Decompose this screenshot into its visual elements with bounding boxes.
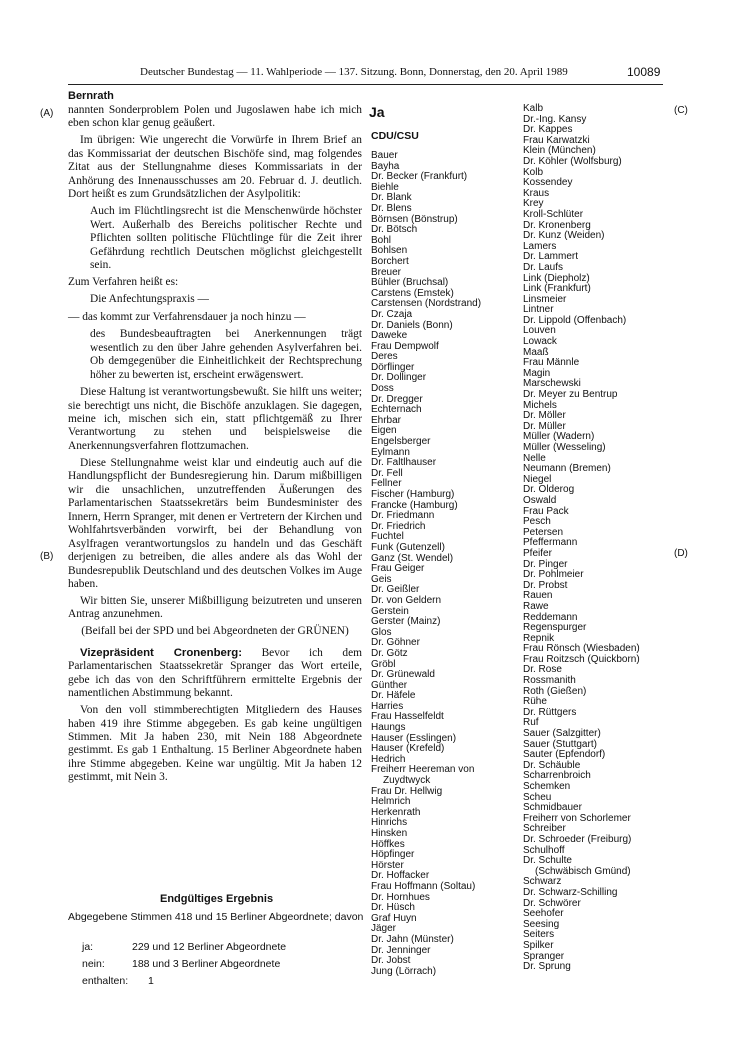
name-list-item: Höffkes	[371, 838, 405, 850]
name-list-item: Dr. Geißler	[371, 584, 420, 596]
name-list-item: Krey	[523, 198, 544, 210]
name-list-item: Dr. Schwörer	[523, 897, 581, 909]
name-list-item: Dr. Kunz (Weiden)	[523, 230, 605, 242]
name-list-item: Dr. Meyer zu Bentrup	[523, 389, 618, 401]
name-list-item: Dr. Hoffacker	[371, 870, 430, 882]
name-list-item: Dr. von Geldern	[371, 594, 442, 606]
name-list-item: Kolb	[523, 166, 544, 178]
name-list-item: Höpfinger	[371, 849, 415, 861]
name-list-item: Rühe	[523, 696, 547, 708]
name-list-item: Hinsken	[371, 828, 408, 839]
name-list-item: Sauer (Stuttgart)	[523, 738, 597, 750]
name-list-item: Zuydtwyck	[383, 775, 431, 787]
name-list-item: Hauser (Krefeld)	[371, 743, 445, 755]
name-list-item: Doss	[371, 383, 394, 395]
name-list-item: Hörster	[371, 859, 404, 871]
name-list-item: Müller (Wesseling)	[523, 442, 606, 453]
name-list-item: Dr. Becker (Frankfurt)	[371, 171, 468, 183]
name-list-item: Seehofer	[523, 908, 564, 920]
name-list-item: Dr. Lippold (Offenbach)	[523, 314, 627, 326]
quote-2: Die Anfechtungspraxis —	[90, 293, 209, 306]
name-list-item: Dr. Dollinger	[371, 372, 427, 384]
name-list-item: Frau Karwatzki	[523, 134, 590, 146]
name-list-item: Jäger	[371, 923, 397, 935]
margin-mark-b: (B)	[40, 551, 54, 562]
name-list-item: Scheu	[523, 791, 552, 803]
name-list-item: Dr. Schwarz-Schilling	[523, 886, 618, 898]
name-list-item: Graf Huyn	[371, 912, 417, 924]
name-list-item: Roth (Gießen)	[523, 685, 587, 697]
name-list-item: (Schwäbisch Gmünd)	[535, 865, 631, 877]
name-list-item: Dr. Dregger	[371, 393, 423, 405]
name-list-item: Günther	[371, 679, 408, 691]
name-list-item: Dr. Hornhues	[371, 891, 430, 903]
paragraph-3: Zum Verfahren heißt es:	[68, 276, 179, 289]
name-list-item: Seiters	[523, 929, 555, 941]
name-list-item: Dr. Kappes	[523, 124, 573, 136]
name-list-item: Breuer	[371, 266, 402, 278]
name-list-item: Borchert	[371, 255, 409, 267]
name-list-item: Schemken	[523, 781, 571, 792]
name-list-item: Fuchtel	[371, 531, 404, 543]
name-list-item: Link (Frankfurt)	[523, 283, 591, 295]
name-list-item: Ruf	[523, 717, 539, 729]
speech-column	[68, 104, 362, 788]
name-list-item: Dr. Rüttgers	[523, 706, 577, 718]
name-list-item: Müller (Wadern)	[523, 431, 595, 443]
vote-heading: Ja	[369, 104, 385, 120]
name-list-item: Dr. Probst	[523, 579, 568, 591]
paragraph-4: Diese Haltung ist verantwortungsbewußt. Sie hilft uns weiter; sie berechtigt uns nicht, die Bischöfe anzuklagen. Sie dagegen, meine ich, mischen sich ein, statt pflichtgemäß zu Ihrer Verantwortung zu stehen und beispielsweise die Anerkennungsverfahren flottzumachen.	[68, 386, 362, 452]
name-list-item: Haungs	[371, 722, 406, 734]
name-list-item: Linsmeier	[523, 293, 567, 305]
name-list-item: Link (Diepholz)	[523, 272, 590, 284]
name-list-item: Kossendey	[523, 177, 573, 189]
name-list-item: Hauser (Esslingen)	[371, 732, 457, 744]
name-list-item: Louven	[523, 325, 556, 337]
name-list-item: Funk (Gutenzell)	[371, 541, 445, 553]
name-list-item: Maaß	[523, 346, 549, 358]
name-list-item: Dr. Götz	[371, 647, 408, 659]
name-list-item: Dr. Lammert	[523, 251, 579, 263]
name-list-item: Dörflinger	[371, 361, 415, 373]
name-list-item: Bauer	[371, 150, 398, 161]
name-list-item: Deres	[371, 351, 398, 363]
name-list-item: Dr. Jenninger	[371, 944, 431, 956]
name-list-item: Spilker	[523, 939, 554, 951]
quote-3: des Bundesbeauftragten bei Anerkennungen trägt wesentlich zu den über Jahre gehenden Asylverfahren bei. Ob demgegenüber die Einheitlichkeit der Rechtsprechung höher zu bewerten ist, erscheint erwägenswert.	[90, 328, 362, 381]
name-list-item: Bohlsen	[371, 245, 408, 257]
name-list-item: Sauter (Epfendorf)	[523, 749, 606, 761]
name-list-item: Pfeffermann	[523, 537, 578, 549]
name-list-item: Biehle	[371, 181, 399, 193]
name-list-item: Dr. Kronenberg	[523, 219, 591, 231]
name-list-item: Kalb	[523, 103, 544, 114]
name-list-1	[371, 151, 481, 977]
name-list-item: Nelle	[523, 452, 546, 464]
name-list-item: Seesing	[523, 918, 560, 930]
margin-mark-d: (D)	[674, 548, 688, 559]
name-list-item: Echternach	[371, 404, 422, 416]
vp-speaker-label: Vizepräsident Cronenberg:	[80, 646, 243, 659]
name-list-item: Dr. Hüsch	[371, 902, 415, 914]
name-list-item: Dr. Olderog	[523, 484, 575, 496]
name-list-item: Sauer (Salzgitter)	[523, 728, 601, 740]
name-list-item: Gröbl	[371, 658, 396, 670]
name-list-item: Frau Hasselfeldt	[371, 711, 444, 723]
name-list-item: Frau Geiger	[371, 563, 425, 575]
page-number: 10089	[627, 65, 661, 79]
name-list-item: Michels	[523, 399, 557, 411]
header-rule	[68, 84, 663, 85]
name-list-item: Engelsberger	[371, 436, 431, 448]
paragraph-2: Im übrigen: Wie ungerecht die Vorwürfe in Ihrem Brief an das Kommissariat der deutschen Bischöfe sind, mag folgendes Zitat aus der Stellungnahme dieses Kommissariats in der Anhörung des Innenausschusses am 20. Februar d. J. deutlich. Dort heißt es zum Grundsätzlichen der Asylpolitik:	[68, 134, 362, 201]
name-list-item: Dr. Schulte	[523, 855, 572, 867]
name-list-item: Dr. Schäuble	[523, 759, 581, 771]
name-list-item: Magin	[523, 367, 551, 379]
paragraph-5: Diese Stellungnahme weist klar und eindeutig auch auf die Handlungspflicht der Bundesregierung hin. Darum mißbilligen wir die unsachlichen, unzutreffenden Äußerungen des Parlamentarischen Staatssekretärs beim Bundesminister des Innern, Herrn Spranger, mit denen er Vertretern der Kirchen und Wohlfahrtsverbänden vorwirft, bei der Behandlung von Asylfragen verantwortungslos zu handeln und das Geschäft derjenigen zu betreiben, die alles andere als das Wohl der Bundesrepublik Deutschland und des deutschen Volkes im Auge haben.	[68, 456, 362, 590]
name-list-item: Dr. Köhler (Wolfsburg)	[523, 155, 622, 167]
name-list-item: Dr. Bötsch	[371, 224, 418, 236]
margin-mark-a: (A)	[40, 108, 54, 119]
name-list-item: Dr. Friedrich	[371, 520, 426, 532]
name-list-item: Gerstein	[371, 605, 409, 617]
result-title: Endgültiges Ergebnis	[160, 893, 274, 905]
name-list-item: Frau Dr. Hellwig	[371, 785, 443, 797]
paragraph-1: nannten Sonderproblem Polen und Jugoslawen habe ich mich eben schon klar genug geäußert.	[68, 104, 362, 130]
name-list-item: Geis	[371, 573, 392, 585]
name-list-item: Dr. Möller	[523, 410, 566, 422]
name-list-item: Dr. Jobst	[371, 955, 411, 967]
name-list-item: Reddemann	[523, 611, 578, 623]
party-heading: CDU/CSU	[371, 130, 419, 142]
speaker-label: Bernrath	[68, 90, 114, 102]
name-list-item: Frau Männle	[523, 357, 580, 369]
name-list-item: Dr. Häfele	[371, 690, 416, 702]
name-list-item: Dr. Fell	[371, 467, 403, 479]
name-list-item: Rauen	[523, 590, 553, 602]
result-summary: Abgegebene Stimmen 418 und 15 Berliner Abgeordnete; davon	[68, 911, 364, 923]
name-list-item: Pfeifer	[523, 547, 552, 559]
name-list-item: Spranger	[523, 950, 565, 962]
name-list-item: Herkenrath	[371, 806, 421, 818]
name-list-item: Daweke	[371, 330, 408, 342]
name-list-item: Frau Dempwolf	[371, 340, 439, 352]
name-list-item: Dr. Rose	[523, 664, 562, 676]
name-list-item: Freiherr von Schorlemer	[523, 812, 631, 824]
paragraph-8: Von den voll stimmberechtigten Mitgliedern des Hauses haben 419 ihre Stimme abgegeben. Es gab keine ungültigen Stimmen. Mit Ja haben 230, mit Nein 188 Abgeordnete gestimmt. Es gab 1 Enthaltung. 15 Berliner Abgeordnete haben ihre Stimme abgegeben. Keine war ungültig. Mit Ja haben 12 gestimmt, mit Nein 3.	[68, 704, 362, 784]
name-list-2	[523, 104, 640, 973]
name-list-item: Lintner	[523, 304, 554, 316]
name-list-item: Schmidbauer	[523, 802, 582, 814]
name-list-item: Dr. Friedmann	[371, 510, 435, 522]
name-list-item: Regenspurger	[523, 622, 587, 634]
name-list-item: Niegel	[523, 473, 552, 485]
name-list-item: Fellner	[371, 478, 402, 490]
vp-paragraph	[68, 647, 362, 701]
name-list-item: Marschewski	[523, 378, 581, 390]
result-label-nein: nein:	[82, 958, 105, 970]
name-list-item: Dr. Göhner	[371, 637, 420, 649]
name-list-item: Glos	[371, 626, 392, 638]
name-list-item: Schreiber	[523, 823, 566, 835]
name-list-item: Schwarz	[523, 876, 562, 888]
name-list-item: Carstensen (Nordstrand)	[371, 298, 482, 310]
name-list-item: Hedrich	[371, 753, 406, 765]
name-list-item: Dr. Pinger	[523, 558, 568, 570]
name-list-item: Francke (Hamburg)	[371, 499, 458, 511]
name-list-item: Frau Pack	[523, 505, 569, 517]
running-header	[0, 66, 750, 84]
name-list-item: Ganz (St. Wendel)	[371, 552, 454, 564]
name-list-item: Fischer (Hamburg)	[371, 489, 455, 500]
name-list-item: Lamers	[523, 240, 557, 252]
paragraph-6: Wir bitten Sie, unserer Mißbilligung beizutreten und unseren Antrag anzunehmen.	[68, 594, 362, 621]
margin-mark-c: (C)	[674, 105, 688, 116]
name-list-item: Dr. Blens	[371, 202, 412, 214]
name-list-item: Ehrbar	[371, 414, 402, 426]
name-list-item: Klein (München)	[523, 145, 596, 157]
applause-note: (Beifall bei der SPD und bei Abgeordneten der GRÜNEN)	[81, 625, 349, 638]
name-list-item: Oswald	[523, 494, 557, 506]
name-list-item: Harries	[371, 700, 404, 712]
result-value-ja: 229 und 12 Berliner Abgeordnete	[132, 941, 287, 953]
name-list-item: Dr. Daniels (Bonn)	[371, 319, 453, 331]
name-list-item: Dr. Grünewald	[371, 669, 435, 681]
name-list-item: Scharrenbroich	[523, 770, 591, 782]
name-list-item: Dr. Faltlhauser	[371, 457, 437, 469]
interjection-dash: — das kommt zur Verfahrensdauer ja noch hinzu —	[68, 310, 306, 323]
name-list-item: Frau Hoffmann (Soltau)	[371, 880, 476, 892]
name-list-item: Dr. Laufs	[523, 261, 564, 273]
name-list-item: Kraus	[523, 187, 550, 199]
quote-1: Auch im Flüchtlingsrecht ist die Menschenwürde höchster Wert. Außerhalb des Bereichs politischer Rechte und Pflichten sollten politische Flüchtlinge für die Zeit ihrer Gefährdung rechtlich Deutschen möglichst gleichgestellt sein.	[90, 205, 362, 271]
name-list-item: Dr. Blank	[371, 192, 412, 204]
name-list-item: Jung (Lörrach)	[371, 965, 437, 977]
result-value-nein: 188 und 3 Berliner Abgeordnete	[132, 958, 281, 970]
name-list-item: Bohl	[371, 234, 392, 246]
name-list-item: Frau Roitzsch (Quickborn)	[523, 653, 640, 665]
name-list-item: Dr. Sprung	[523, 961, 571, 973]
name-list-item: Börnsen (Bönstrup)	[371, 213, 458, 225]
name-list-item: Pesch	[523, 516, 551, 528]
name-list-item: Dr. Müller	[523, 420, 566, 432]
name-list-item: Freiherr Heereman von	[371, 764, 475, 776]
name-list-item: Eylmann	[371, 446, 410, 458]
name-list-item: Rawe	[523, 600, 549, 612]
name-list-item: Helmrich	[371, 796, 411, 808]
name-list-item: Dr. Schroeder (Freiburg)	[523, 833, 632, 845]
name-list-item: Kroll-Schlüter	[523, 208, 584, 220]
name-list-item: Bühler (Bruchsal)	[371, 277, 449, 289]
name-list-item: Eigen	[371, 425, 397, 437]
name-list-item: Schulhoff	[523, 844, 565, 856]
name-list-item: Dr.-Ing. Kansy	[523, 113, 587, 125]
result-value-enthalten: 1	[148, 975, 154, 987]
running-title: Deutscher Bundestag — 11. Wahlperiode — 137. Sitzung. Bonn, Donnerstag, den 20. April 1989	[140, 66, 568, 78]
vp-text: Bevor ich dem Parlamentarischen Staatssekretär Spranger das Wort erteile, gebe ich das von den Schriftführern ermittelte Ergebnis der namentlichen Abstimmung bekannt.	[68, 646, 362, 700]
name-list-item: Bayha	[371, 160, 400, 172]
name-list-item: Repnik	[523, 632, 555, 644]
name-list-item: Frau Rönsch (Wiesbaden)	[523, 643, 640, 655]
name-list-item: Gerster (Mainz)	[371, 616, 441, 628]
name-list-item: Neumann (Bremen)	[523, 463, 611, 475]
name-list-item: Carstens (Emstek)	[371, 287, 454, 299]
name-list-item: Dr. Pohlmeier	[523, 569, 584, 581]
name-list-item: Hinrichs	[371, 817, 408, 829]
result-label-enthalten: enthalten:	[82, 975, 129, 987]
name-list-item: Rossmanith	[523, 675, 576, 687]
name-list-item: Dr. Czaja	[371, 308, 413, 320]
name-list-item: Dr. Jahn (Münster)	[371, 933, 454, 945]
name-list-item: Petersen	[523, 526, 564, 538]
name-list-item: Lowack	[523, 336, 557, 348]
result-label-ja: ja:	[82, 941, 94, 953]
